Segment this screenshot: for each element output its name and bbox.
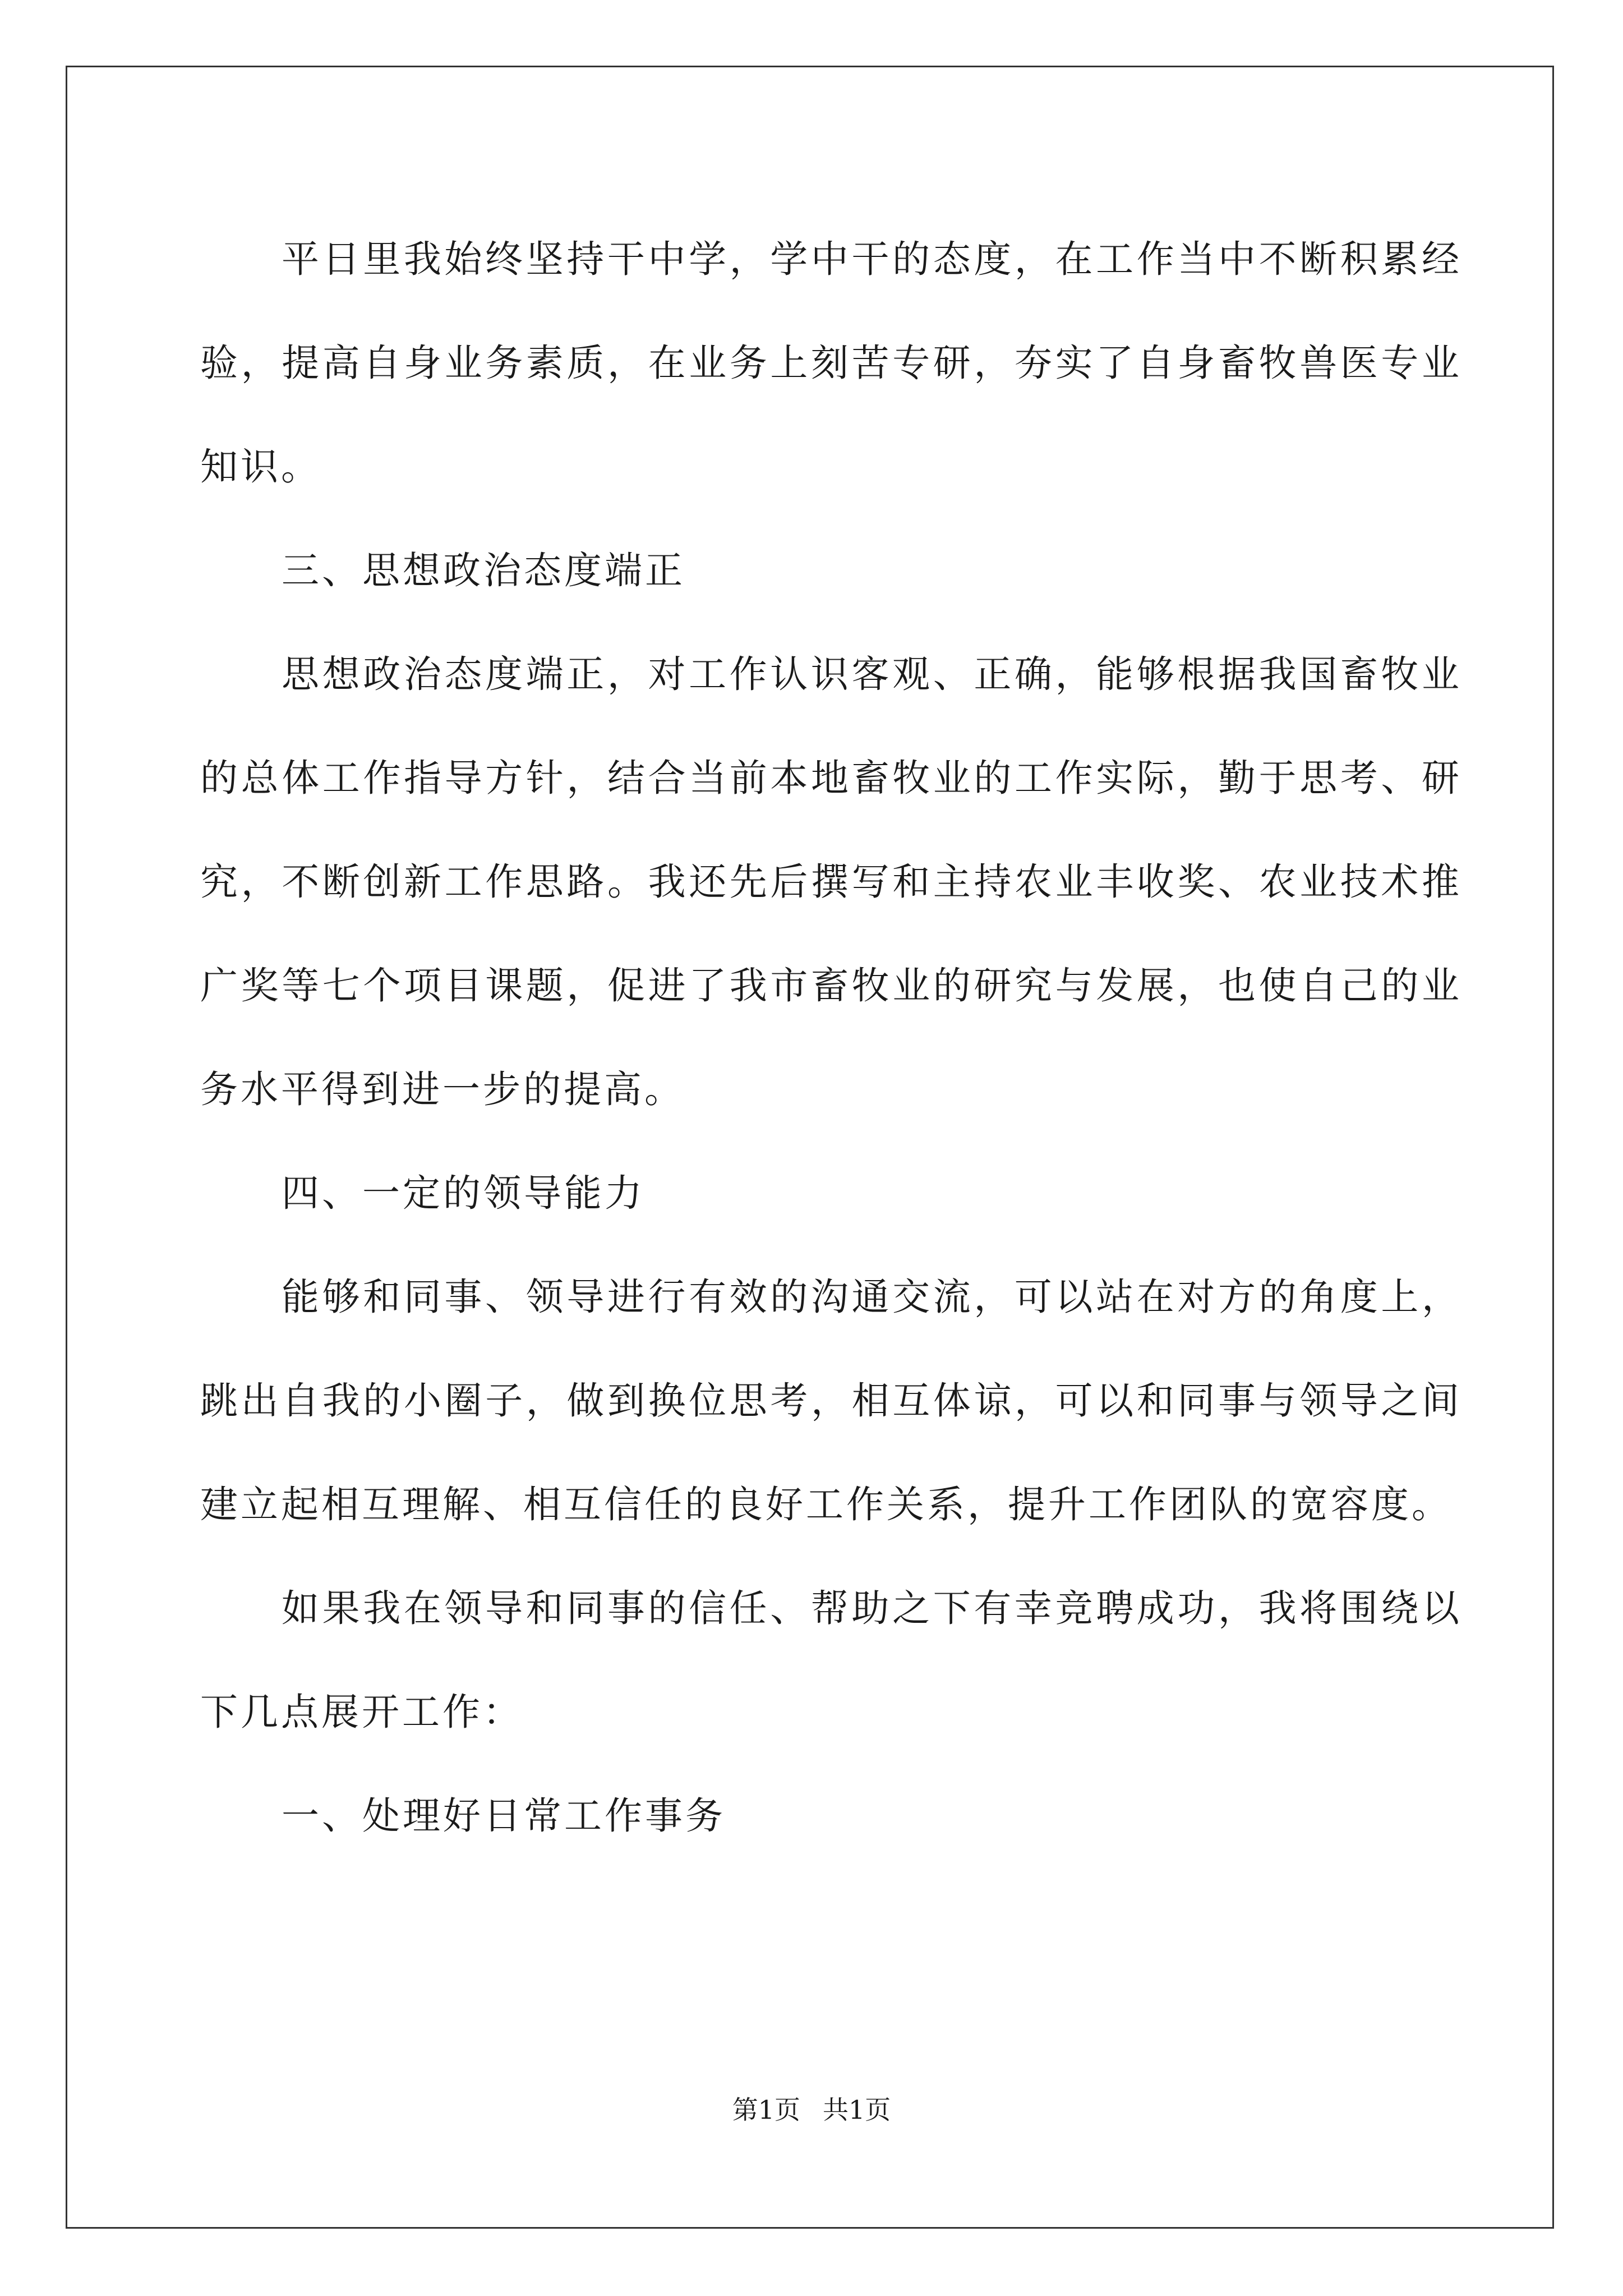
section-heading: 一、处理好日常工作事务 xyxy=(282,1794,726,1838)
paragraph: 平日里我始终坚持干中学，学中干的态度，在工作当中不断积累经验，提高自身业务素质，在业务上刻苦专研，夯实了自身畜牧兽医专业知识。 xyxy=(200,237,1462,489)
paragraph: 如果我在领导和同事的信任、帮助之下有幸竞聘成功，我将围绕以下几点展开工作： xyxy=(200,1586,1462,1734)
paragraph: 思想政治态度端正，对工作认识客观、正确，能够根据我国畜牧业的总体工作指导方针，结合当前本地畜牧业的工作实际，勤于思考、研究，不断创新工作思路。我还先后撰写和主持农业丰收奖、农业技术推广奖等七个项目课题，促进了我市畜牧业的研究与发展，也使自己的业务水平得到进一步的提高。 xyxy=(200,652,1462,1111)
section-heading: 三、思想政治态度端正 xyxy=(282,549,685,592)
page-footer xyxy=(0,2090,1623,2127)
section-heading: 四、一定的领导能力 xyxy=(282,1171,645,1215)
page-number-total: 共1页 xyxy=(823,2095,891,2125)
document-body xyxy=(200,208,1462,1868)
paragraph: 能够和同事、领导进行有效的沟通交流，可以站在对方的角度上，跳出自我的小圈子，做到换位思考，相互体谅，可以和同事与领导之间建立起相互理解、相互信任的良好工作关系，提升工作团队的宽容度。 xyxy=(200,1275,1462,1526)
page-number-current: 第1页 xyxy=(732,2095,800,2125)
